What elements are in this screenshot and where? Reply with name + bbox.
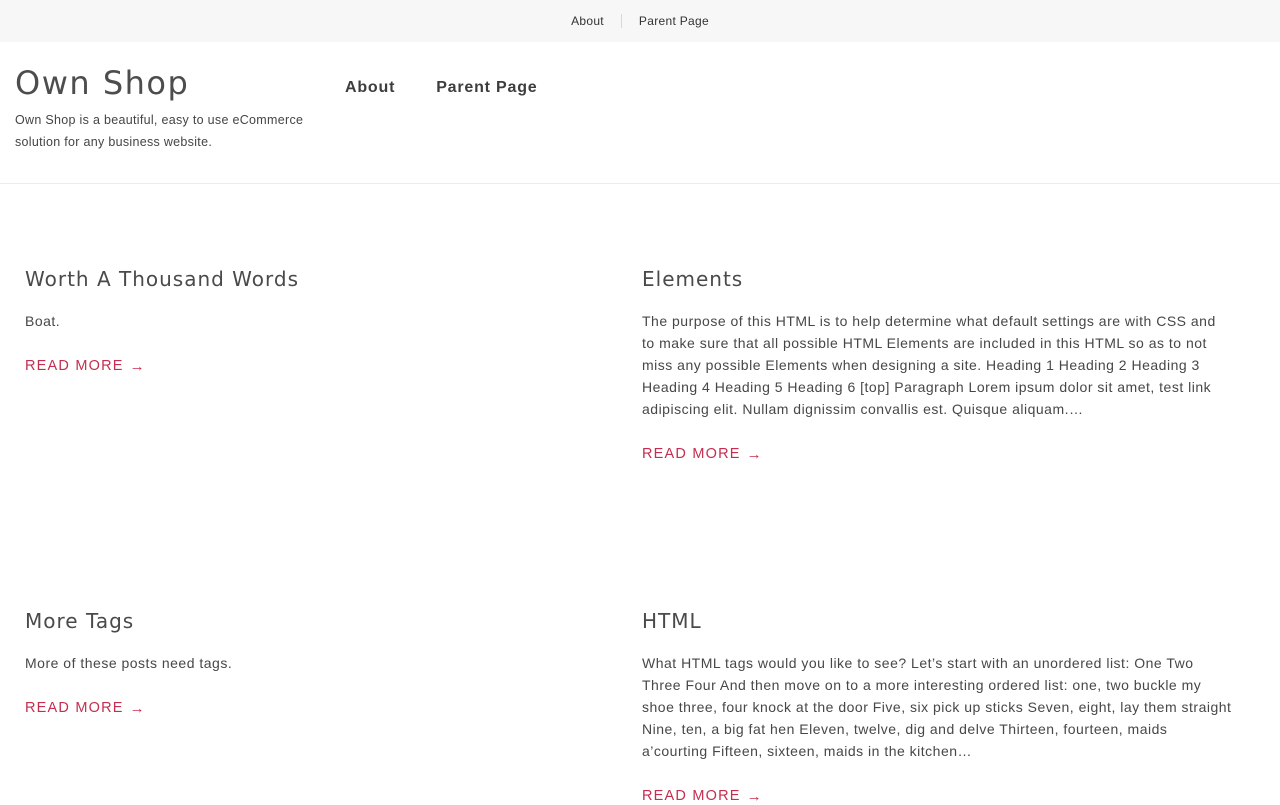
arrow-right-icon: → <box>746 787 763 805</box>
post-excerpt: More of these posts need tags. <box>25 655 233 671</box>
post-card <box>642 266 1232 463</box>
read-more-label: READ MORE <box>642 788 741 804</box>
site-header <box>0 42 1280 184</box>
read-more-label: READ MORE <box>642 446 741 462</box>
post-card <box>25 608 615 717</box>
read-more-link[interactable] <box>642 446 763 462</box>
read-more-link[interactable] <box>25 358 146 374</box>
site-description: Own Shop is a beautiful, easy to use eCommerce solution for any business website. <box>15 113 304 149</box>
arrow-right-icon: → <box>746 445 763 463</box>
post-title[interactable]: More Tags <box>25 609 135 633</box>
post-title[interactable]: Elements <box>642 267 744 291</box>
top-bar <box>0 0 1280 42</box>
site-title[interactable]: Own Shop <box>15 64 190 102</box>
main-nav <box>345 79 538 97</box>
post-card <box>642 608 1232 805</box>
read-more-label: READ MORE <box>25 700 124 716</box>
post-excerpt: Boat. <box>25 313 61 329</box>
post-excerpt: What HTML tags would you like to see? Let’s start with an unordered list: One Two Three Four And then move on to a more interesting ordered list: one, two buckle my shoe three, four knock at the door Five, six pick up sticks Seven, eight, lay them straight Nine, ten, a big fat hen Eleven, twelve, dig and delve Thirteen, fourteen, maids a’courting Fifteen, sixteen, maids in the kitchen… <box>642 655 1232 759</box>
main-nav-parent-page[interactable]: Parent Page <box>436 79 538 96</box>
post-card <box>25 266 615 375</box>
read-more-label: READ MORE <box>25 358 124 374</box>
post-title[interactable]: HTML <box>642 609 702 633</box>
main-nav-about[interactable]: About <box>345 79 396 96</box>
post-excerpt: The purpose of this HTML is to help determine what default settings are with CSS and to make sure that all possible HTML Elements are included in this HTML so as to not miss any possible Elements when designing a site. Heading 1 Heading 2 Heading 3 Heading 4 Heading 5 Heading 6 [top] Paragraph Lorem ipsum dolor sit amet, test link adipiscing elit. Nullam dignissim convallis est. Quisque aliquam.… <box>642 313 1216 417</box>
arrow-right-icon: → <box>129 699 146 717</box>
read-more-link[interactable] <box>25 700 146 716</box>
top-nav-about[interactable]: About <box>571 14 604 28</box>
read-more-link[interactable] <box>642 788 763 804</box>
arrow-right-icon: → <box>129 357 146 375</box>
top-nav-parent-page[interactable]: Parent Page <box>621 14 726 28</box>
post-title[interactable]: Worth A Thousand Words <box>25 267 300 291</box>
